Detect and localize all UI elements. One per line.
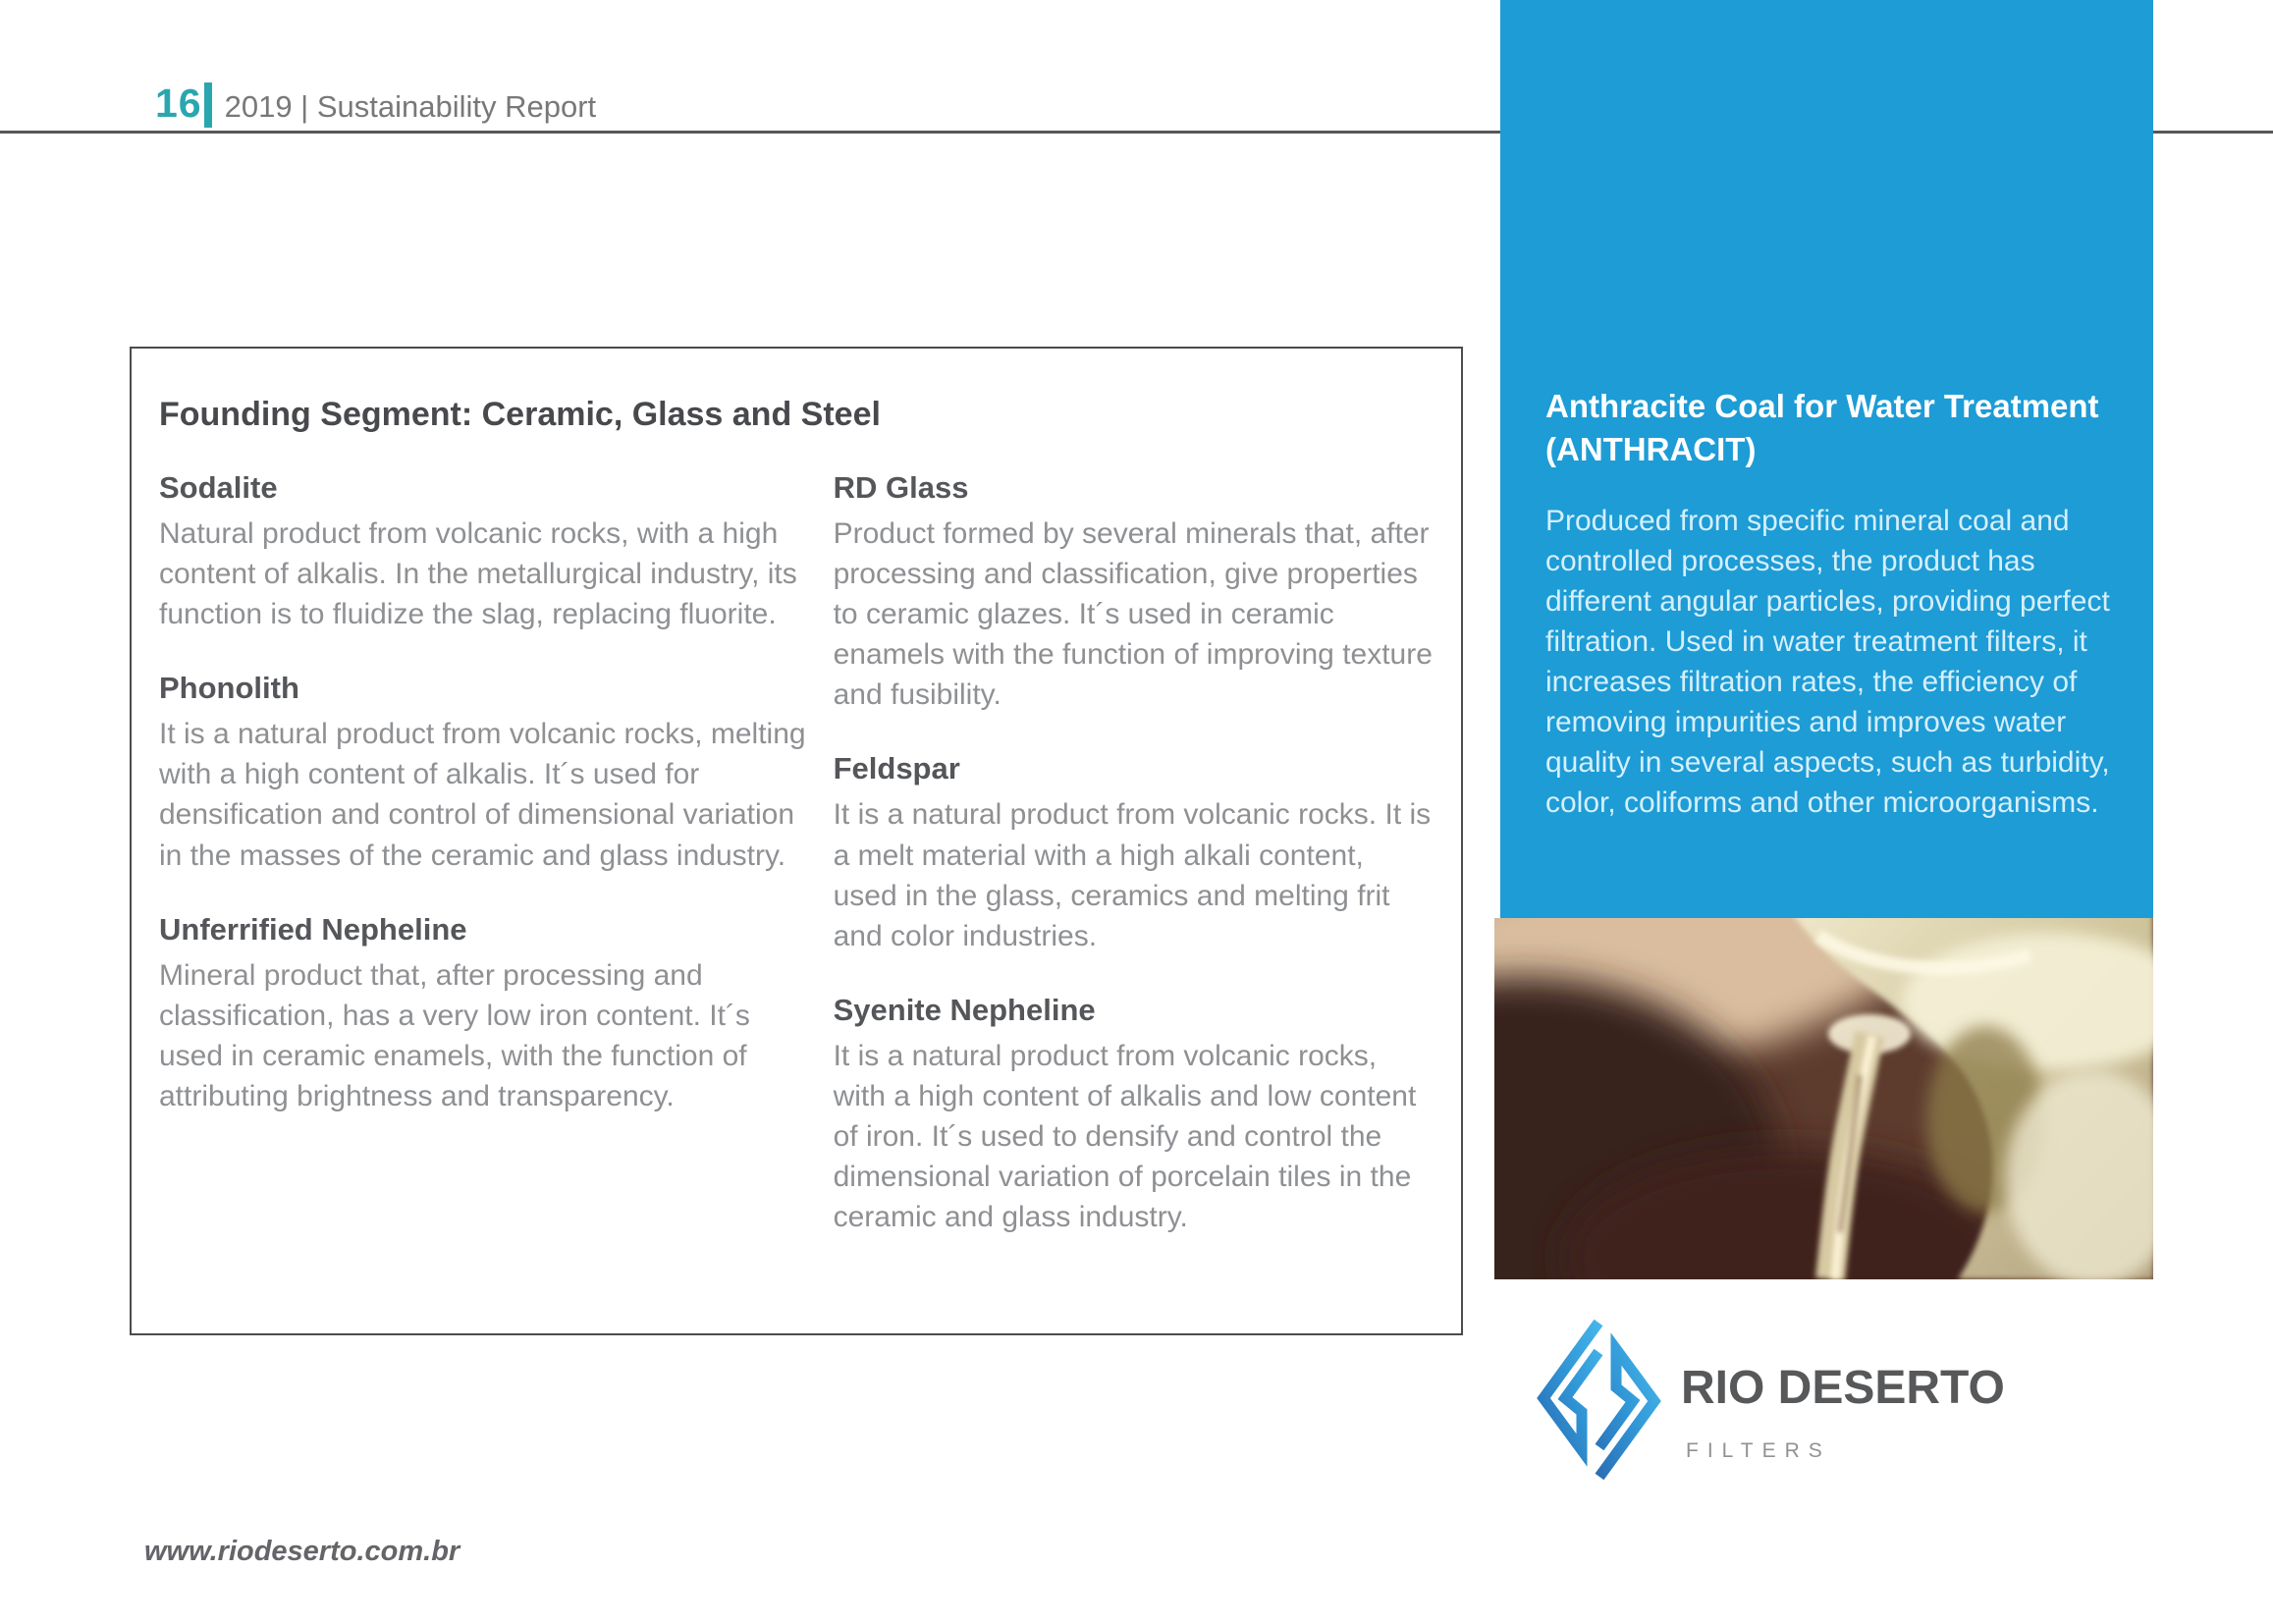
anthracite-panel	[1500, 0, 2153, 918]
mineral-section-syenite-nepheline	[834, 993, 1435, 1237]
page-header	[155, 81, 596, 128]
footer-website-url: www.riodeserto.com.br	[144, 1536, 460, 1567]
mineral-section-unferrified-nepheline	[159, 912, 808, 1116]
section-body: It is a natural product from volcanic rocks, with a high content of alkalis and low content of iron. It´s used to densify and control the dimensional variation of porcelain tiles in the ceramic and glass industry.	[833, 1039, 1417, 1234]
section-body: Product formed by several minerals that, after processing and classification, give properties to ceramic glazes. It´s used in ceramic enamels with the function of improving texture and fusibility.	[833, 517, 1433, 712]
anthracite-body: Produced from specific mineral coal and controlled processes, the product has different angular particles, providing perfect filtration. Used in water treatment filters, it increases filtration rates, the efficiency of removing impurities and improves water quality in several aspects, such as turbidity, color, coliforms and other microorganisms.	[1545, 504, 2110, 820]
rio-deserto-diamond-logo-icon	[1534, 1314, 1664, 1486]
section-heading: Unferrified Nepheline	[159, 911, 467, 947]
mineral-section-feldspar	[834, 751, 1435, 955]
water-pouring-photo	[1494, 918, 2153, 1279]
section-heading: RD Glass	[833, 470, 969, 505]
logo-division-text: FILTERS	[1686, 1439, 1831, 1462]
section-heading: Sodalite	[159, 470, 278, 505]
anthracite-title-line2: (ANTHRACIT)	[1545, 430, 1757, 467]
box-title: Founding Segment: Ceramic, Glass and Steel	[159, 396, 881, 433]
mineral-section-sodalite	[159, 470, 808, 634]
mineral-section-rd-glass	[834, 470, 1435, 715]
mineral-section-phonolith	[159, 671, 808, 875]
section-body: It is a natural product from volcanic rocks. It is a melt material with a high alkali content, used in the glass, ceramics and melting frit and color industries.	[833, 798, 1432, 952]
box-column-right	[834, 458, 1435, 1237]
logo-brand-text: RIO DESERTO	[1681, 1362, 2005, 1414]
section-heading: Syenite Nepheline	[833, 992, 1096, 1027]
section-body: Mineral product that, after processing and classification, has a very low iron content. It´s used in ceramic enamels, with the function of attributing brightness and transparency.	[159, 958, 750, 1112]
anthracite-title	[1545, 385, 2110, 471]
page-number: 16	[155, 81, 202, 126]
section-body: It is a natural product from volcanic rocks, melting with a high content of alkalis. It´s used for densification and control of dimensional variation in the masses of the ceramic and glass industry.	[159, 718, 806, 872]
anthracite-title-line1: Anthracite Coal for Water Treatment	[1545, 388, 2099, 424]
section-body: Natural product from volcanic rocks, with a high content of alkalis. In the metallurgical industry, its function is to fluidize the slag, replacing fluorite.	[159, 517, 797, 631]
report-title: 2019 | Sustainability Report	[224, 89, 597, 124]
founding-segment-box	[130, 347, 1463, 1335]
box-column-left	[159, 458, 808, 1237]
water-pouring-photo-art	[1494, 918, 2153, 1279]
page-number-divider	[204, 82, 212, 128]
section-heading: Feldspar	[833, 751, 960, 786]
section-heading: Phonolith	[159, 671, 299, 706]
box-columns	[159, 458, 1435, 1237]
